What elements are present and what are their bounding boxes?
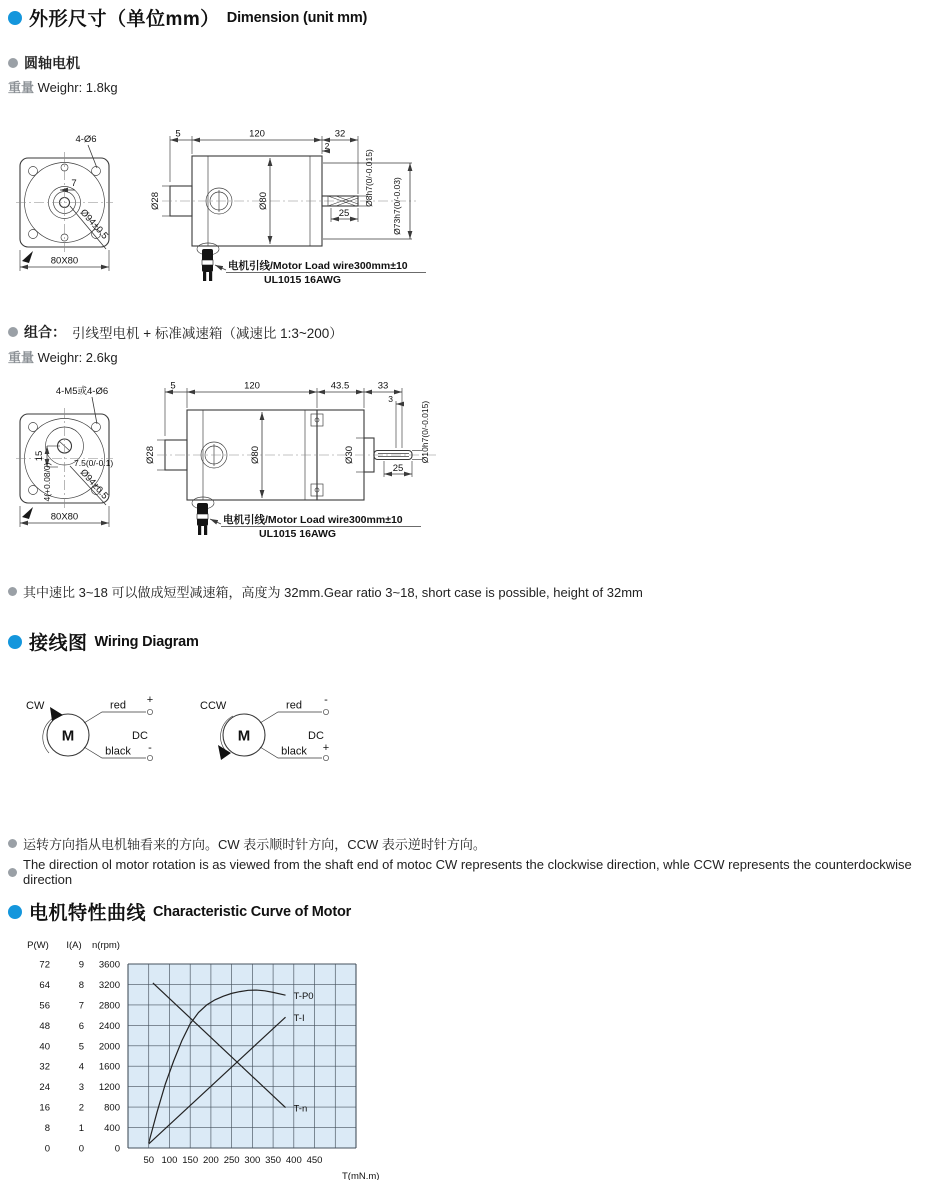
- y-tick-label: 9: [78, 959, 84, 971]
- x-tick-label: 450: [306, 1155, 323, 1166]
- y-tick-label: 6: [78, 1020, 84, 1032]
- ground-mark-icon: [22, 507, 33, 519]
- blue-bullet-icon: [8, 635, 22, 649]
- gear-ratio-note-text: 其中速比 3~18 可以做成短型减速箱，高度为 32mm.Gear ratio 3~18, short case is possible, height of 32mm: [23, 585, 643, 600]
- series-label-T-n: T-n: [293, 1103, 308, 1115]
- cw-dc-label: DC: [132, 730, 148, 742]
- x-tick-label: 50: [143, 1155, 155, 1166]
- rotation-note-zh-text: 运转方向指从电机轴看来的方向。CW 表示顺时针方向，CCW 表示逆时针方向。: [23, 837, 486, 852]
- cw-label: CW: [26, 700, 45, 712]
- y-tick-label: 3600: [98, 959, 120, 971]
- x-tick-label: 200: [202, 1155, 219, 1166]
- y-tick-label: 16: [39, 1102, 50, 1114]
- y-tick-label: 5: [78, 1041, 84, 1053]
- y-axis-header: P(W): [27, 940, 49, 951]
- wire-note-line1: 电机引线/Motor Load wire300mm±10: [228, 260, 408, 272]
- gray-bullet-icon: [8, 58, 18, 68]
- x-tick-label: 250: [223, 1155, 240, 1166]
- black-wire-label: black: [105, 745, 131, 758]
- dim-33-label: 33: [377, 380, 389, 392]
- round-shaft-subheader: [8, 53, 80, 73]
- gearbox-motor-drawing: [12, 374, 482, 554]
- ccw-circuit: [200, 694, 329, 761]
- y-tick-label: 1600: [98, 1061, 120, 1073]
- dim-30-label: Ø30: [344, 446, 355, 464]
- wire-note-line2: UL1015 16AWG: [264, 274, 342, 286]
- y-tick-label: 32: [39, 1061, 50, 1073]
- y-tick-label: 2800: [98, 1000, 120, 1012]
- ccw-dc-label: DC: [308, 730, 324, 742]
- dimension-section-header: [8, 4, 367, 31]
- front-view-dimensions: [20, 385, 113, 527]
- front-view-outline: [16, 152, 113, 263]
- pilot-dia-label: Ø94±0.5: [77, 467, 111, 502]
- characteristic-curve-chart: [8, 930, 458, 1180]
- dim-5-label: 5: [175, 128, 181, 140]
- y-tick-label: 4: [78, 1061, 84, 1073]
- y-tick-label: 8: [78, 979, 84, 991]
- gray-bullet-icon: [8, 327, 18, 337]
- dim-25-label: 25: [392, 463, 404, 474]
- combo-title-prefix: 组合：: [24, 324, 66, 340]
- wiring-section-header: [8, 628, 199, 655]
- y-tick-label: 0: [44, 1143, 50, 1155]
- spigot-dia-label: Ø73h7(0/-0.03): [392, 177, 402, 235]
- cw-direction-arrow-icon: [50, 707, 63, 721]
- ground-mark-icon: [22, 251, 33, 263]
- y-tick-label: 0: [78, 1143, 84, 1155]
- combo-title: 引线型电机 + 标准减速箱（减速比 1:3~200）: [72, 326, 343, 341]
- dim-80-label: Ø80: [258, 192, 269, 210]
- dim-80-label: Ø80: [250, 446, 261, 464]
- y-tick-label: 0: [114, 1143, 120, 1155]
- y-tick-label: 400: [104, 1123, 120, 1135]
- rotation-note-en: [8, 857, 950, 887]
- y-tick-label: 2: [78, 1102, 84, 1114]
- shaft-dia-label: Ø8h7(0/-0.015): [364, 149, 374, 207]
- dim-7p5-label: 7.5(0/-0.1): [74, 458, 114, 468]
- rotation-note-zh: [8, 834, 486, 853]
- x-tick-label: 350: [265, 1155, 282, 1166]
- wiring-title-zh: 接线图: [29, 633, 88, 654]
- weight-line-1: [8, 77, 118, 96]
- wire-note-line1: 电机引线/Motor Load wire300mm±10: [223, 514, 403, 526]
- y-tick-label: 64: [39, 979, 50, 991]
- cw-minus-terminal-label: -: [148, 742, 152, 754]
- series-label-T-I: T-I: [293, 1013, 305, 1025]
- y-tick-label: 40: [39, 1041, 50, 1053]
- cw-plus-terminal-label: +: [146, 694, 154, 706]
- motor-symbol: M: [237, 727, 251, 745]
- red-wire-label: red: [110, 699, 126, 712]
- pilot-dia-label: Ø94±0.5: [77, 207, 111, 242]
- y-tick-label: 8: [44, 1123, 50, 1135]
- gray-bullet-icon: [8, 839, 17, 848]
- ccw-minus-terminal-label: -: [324, 694, 328, 706]
- holes-label: 4-Ø6: [75, 134, 97, 145]
- y-tick-label: 7: [78, 1000, 84, 1012]
- dim-25-label: 25: [338, 208, 350, 219]
- dimension-title-zh: 外形尺寸（单位mm）: [29, 9, 220, 30]
- x-axis-label: T(mN.m): [342, 1171, 380, 1180]
- y-tick-label: 56: [39, 1000, 50, 1012]
- ccw-label: CCW: [200, 700, 227, 712]
- y-tick-label: 24: [39, 1082, 50, 1094]
- dimension-title-en: Dimension (unit mm): [226, 9, 368, 26]
- rotation-note-en-text: The direction ol motor rotation is as viewed from the shaft end of motoc CW represents the clockwise direction, whle CCW represents the counterdockwise direction: [23, 857, 912, 887]
- dim-15-label: 15: [34, 450, 45, 462]
- motor-symbol: M: [61, 727, 75, 745]
- dim-43p5-label: 43.5: [330, 380, 350, 392]
- curve-title-zh: 电机特性曲线: [29, 903, 147, 924]
- x-tick-label: 400: [285, 1155, 302, 1166]
- red-wire-label: red: [286, 699, 302, 712]
- gearbox-combo-subheader: [8, 322, 343, 342]
- cw-circuit: [26, 694, 153, 761]
- weight-line-2: [8, 347, 118, 366]
- dim-32-label: 32: [334, 128, 346, 140]
- blue-bullet-icon: [8, 905, 22, 919]
- dim-3-label: 3: [388, 394, 393, 404]
- y-tick-label: 2400: [98, 1020, 120, 1032]
- x-tick-label: 150: [182, 1155, 199, 1166]
- y-tick-label: 3: [78, 1082, 84, 1094]
- gear-ratio-note: [8, 582, 643, 601]
- side-view-dimensions: [150, 129, 426, 287]
- y-axis-header: I(A): [66, 940, 82, 951]
- dim-28-label: Ø28: [145, 446, 156, 464]
- x-tick-label: 100: [161, 1155, 178, 1166]
- side-view-dimensions: [145, 381, 430, 541]
- gray-bullet-icon: [8, 587, 17, 596]
- frame-size-label: 80X80: [50, 511, 79, 523]
- wiring-title-en: Wiring Diagram: [94, 633, 199, 650]
- weight-value-2: Weighr: 2.6kg: [37, 350, 118, 365]
- holes-label: 4-M5或4-Ø6: [55, 386, 109, 397]
- y-tick-label: 3200: [98, 979, 120, 991]
- ccw-plus-terminal-label: +: [322, 742, 330, 754]
- ccw-direction-arrow-icon: [218, 745, 231, 760]
- series-label-T-P0: T-P0: [293, 991, 314, 1003]
- dim-120-label: 120: [249, 128, 265, 140]
- y-tick-label: 48: [39, 1020, 50, 1032]
- gray-bullet-icon: [8, 868, 17, 877]
- dim-2-label: 2: [324, 141, 330, 151]
- dim-28-label: Ø28: [150, 192, 161, 210]
- dim-7-label: 7: [71, 178, 77, 189]
- y-tick-label: 72: [39, 959, 50, 971]
- wiring-diagram: [18, 692, 378, 784]
- y-tick-label: 1: [78, 1123, 84, 1135]
- y-tick-label: 800: [104, 1102, 120, 1114]
- black-wire-label: black: [281, 745, 307, 758]
- y-axis-header: n(rpm): [92, 940, 120, 951]
- y-tick-label: 2000: [98, 1041, 120, 1053]
- round-shaft-title: 圆轴电机: [24, 55, 80, 71]
- weight-label-zh: 重量: [8, 80, 35, 95]
- curve-title-en: Characteristic Curve of Motor: [153, 903, 352, 920]
- dim-120-label: 120: [244, 380, 260, 392]
- dim-5-label: 5: [170, 380, 176, 392]
- curve-section-header: [8, 898, 351, 925]
- y-tick-label: 1200: [98, 1082, 120, 1094]
- weight-label-zh: 重量: [8, 350, 35, 365]
- frame-size-label: 80X80: [50, 255, 79, 267]
- round-shaft-motor-drawing: [12, 122, 472, 294]
- wire-note-line2: UL1015 16AWG: [259, 528, 337, 540]
- dim-4-label: 4(+0.08/0): [42, 462, 52, 502]
- shaft-dia-label: Ø10h7(0/-0.015): [420, 400, 430, 464]
- x-tick-label: 300: [244, 1155, 261, 1166]
- weight-value-1: Weighr: 1.8kg: [37, 80, 118, 95]
- blue-bullet-icon: [8, 11, 22, 25]
